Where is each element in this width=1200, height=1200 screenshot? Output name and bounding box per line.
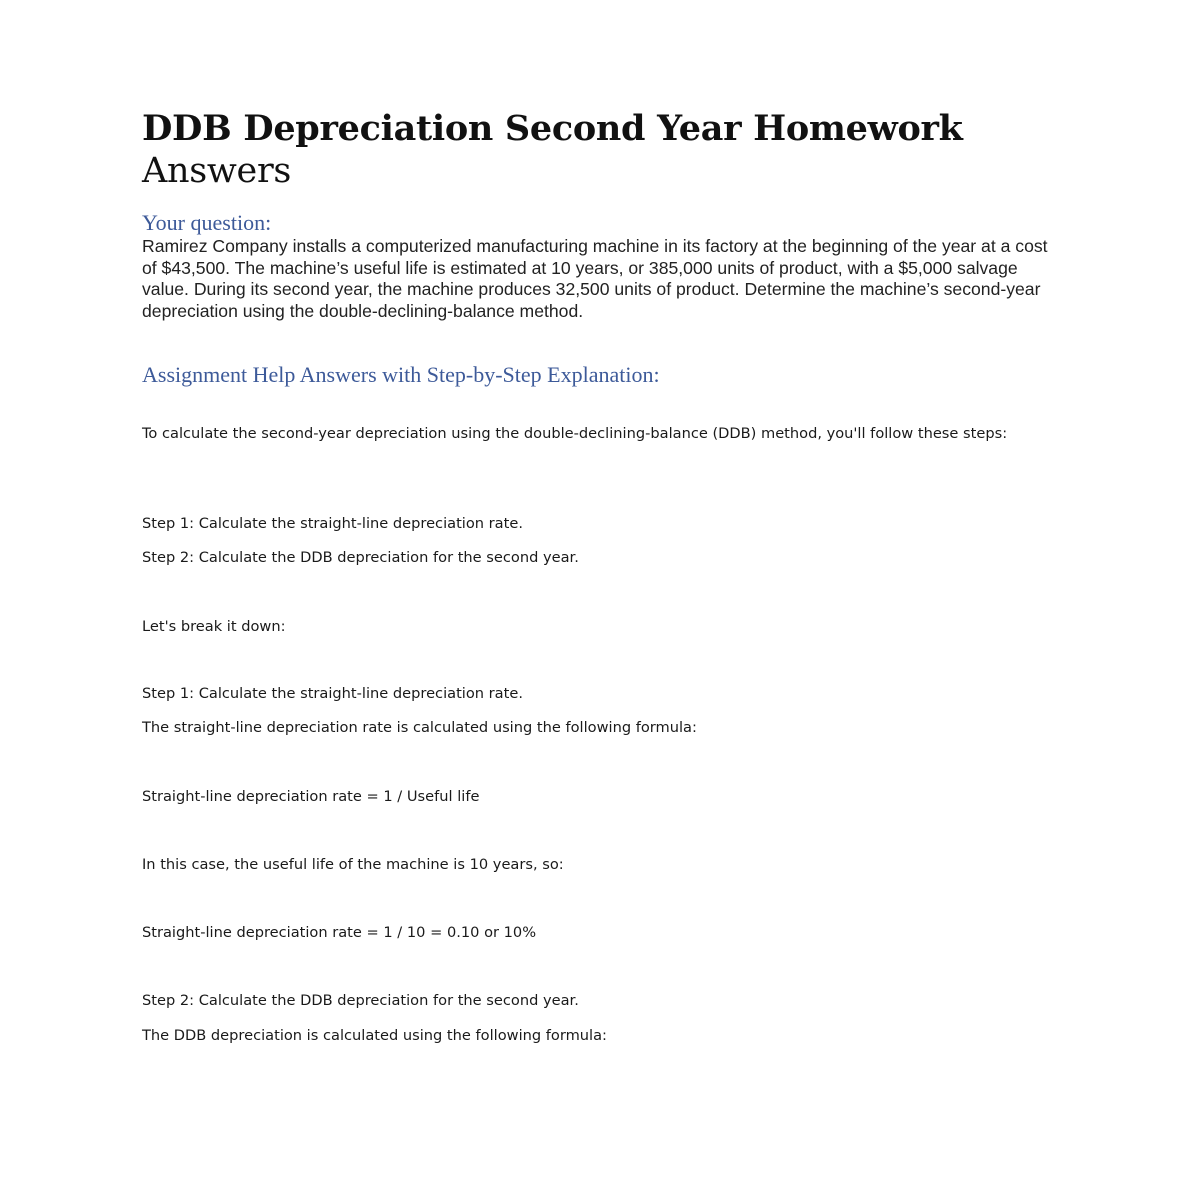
step-2-overview: Step 2: Calculate the DDB depreciation for the second year. — [142, 549, 579, 566]
question-body: Ramirez Company installs a computerized manufacturing machine in its factory at the beginning of the year at a cost of $43,500. The machine’s useful life is estimated at 10 years, or 385,000 units of product, with a $5,000 salvage value. During its second year, the machine produces 32,500 units of product. Determine the machine’s second-year depreciation using the double-declining-balance method. — [142, 236, 1048, 322]
step-1-overview: Step 1: Calculate the straight-line depreciation rate. — [142, 515, 523, 532]
step-1-formula: Straight-line depreciation rate = 1 / Useful life — [142, 788, 480, 805]
step-2-formula-intro: The DDB depreciation is calculated using the following formula: — [142, 1027, 607, 1044]
intro-paragraph: To calculate the second-year depreciation using the double-declining-balance (DDB) method, you'll follow these steps: — [142, 425, 1008, 442]
question-heading: Your question: — [142, 210, 272, 235]
answer-heading: Assignment Help Answers with Step-by-Step Explanation: — [142, 362, 660, 387]
step-2-heading: Step 2: Calculate the DDB depreciation for the second year. — [142, 992, 579, 1009]
step-1-formula-intro: The straight-line depreciation rate is calculated using the following formula: — [142, 719, 697, 736]
document-title-continued: Answers — [142, 151, 292, 191]
step-1-heading: Step 1: Calculate the straight-line depreciation rate. — [142, 685, 523, 702]
breakdown-intro: Let's break it down: — [142, 618, 286, 635]
document-title: DDB Depreciation Second Year Homework — [142, 108, 963, 149]
step-1-case-text: In this case, the useful life of the machine is 10 years, so: — [142, 856, 564, 873]
step-1-result: Straight-line depreciation rate = 1 / 10 = 0.10 or 10% — [142, 924, 537, 941]
